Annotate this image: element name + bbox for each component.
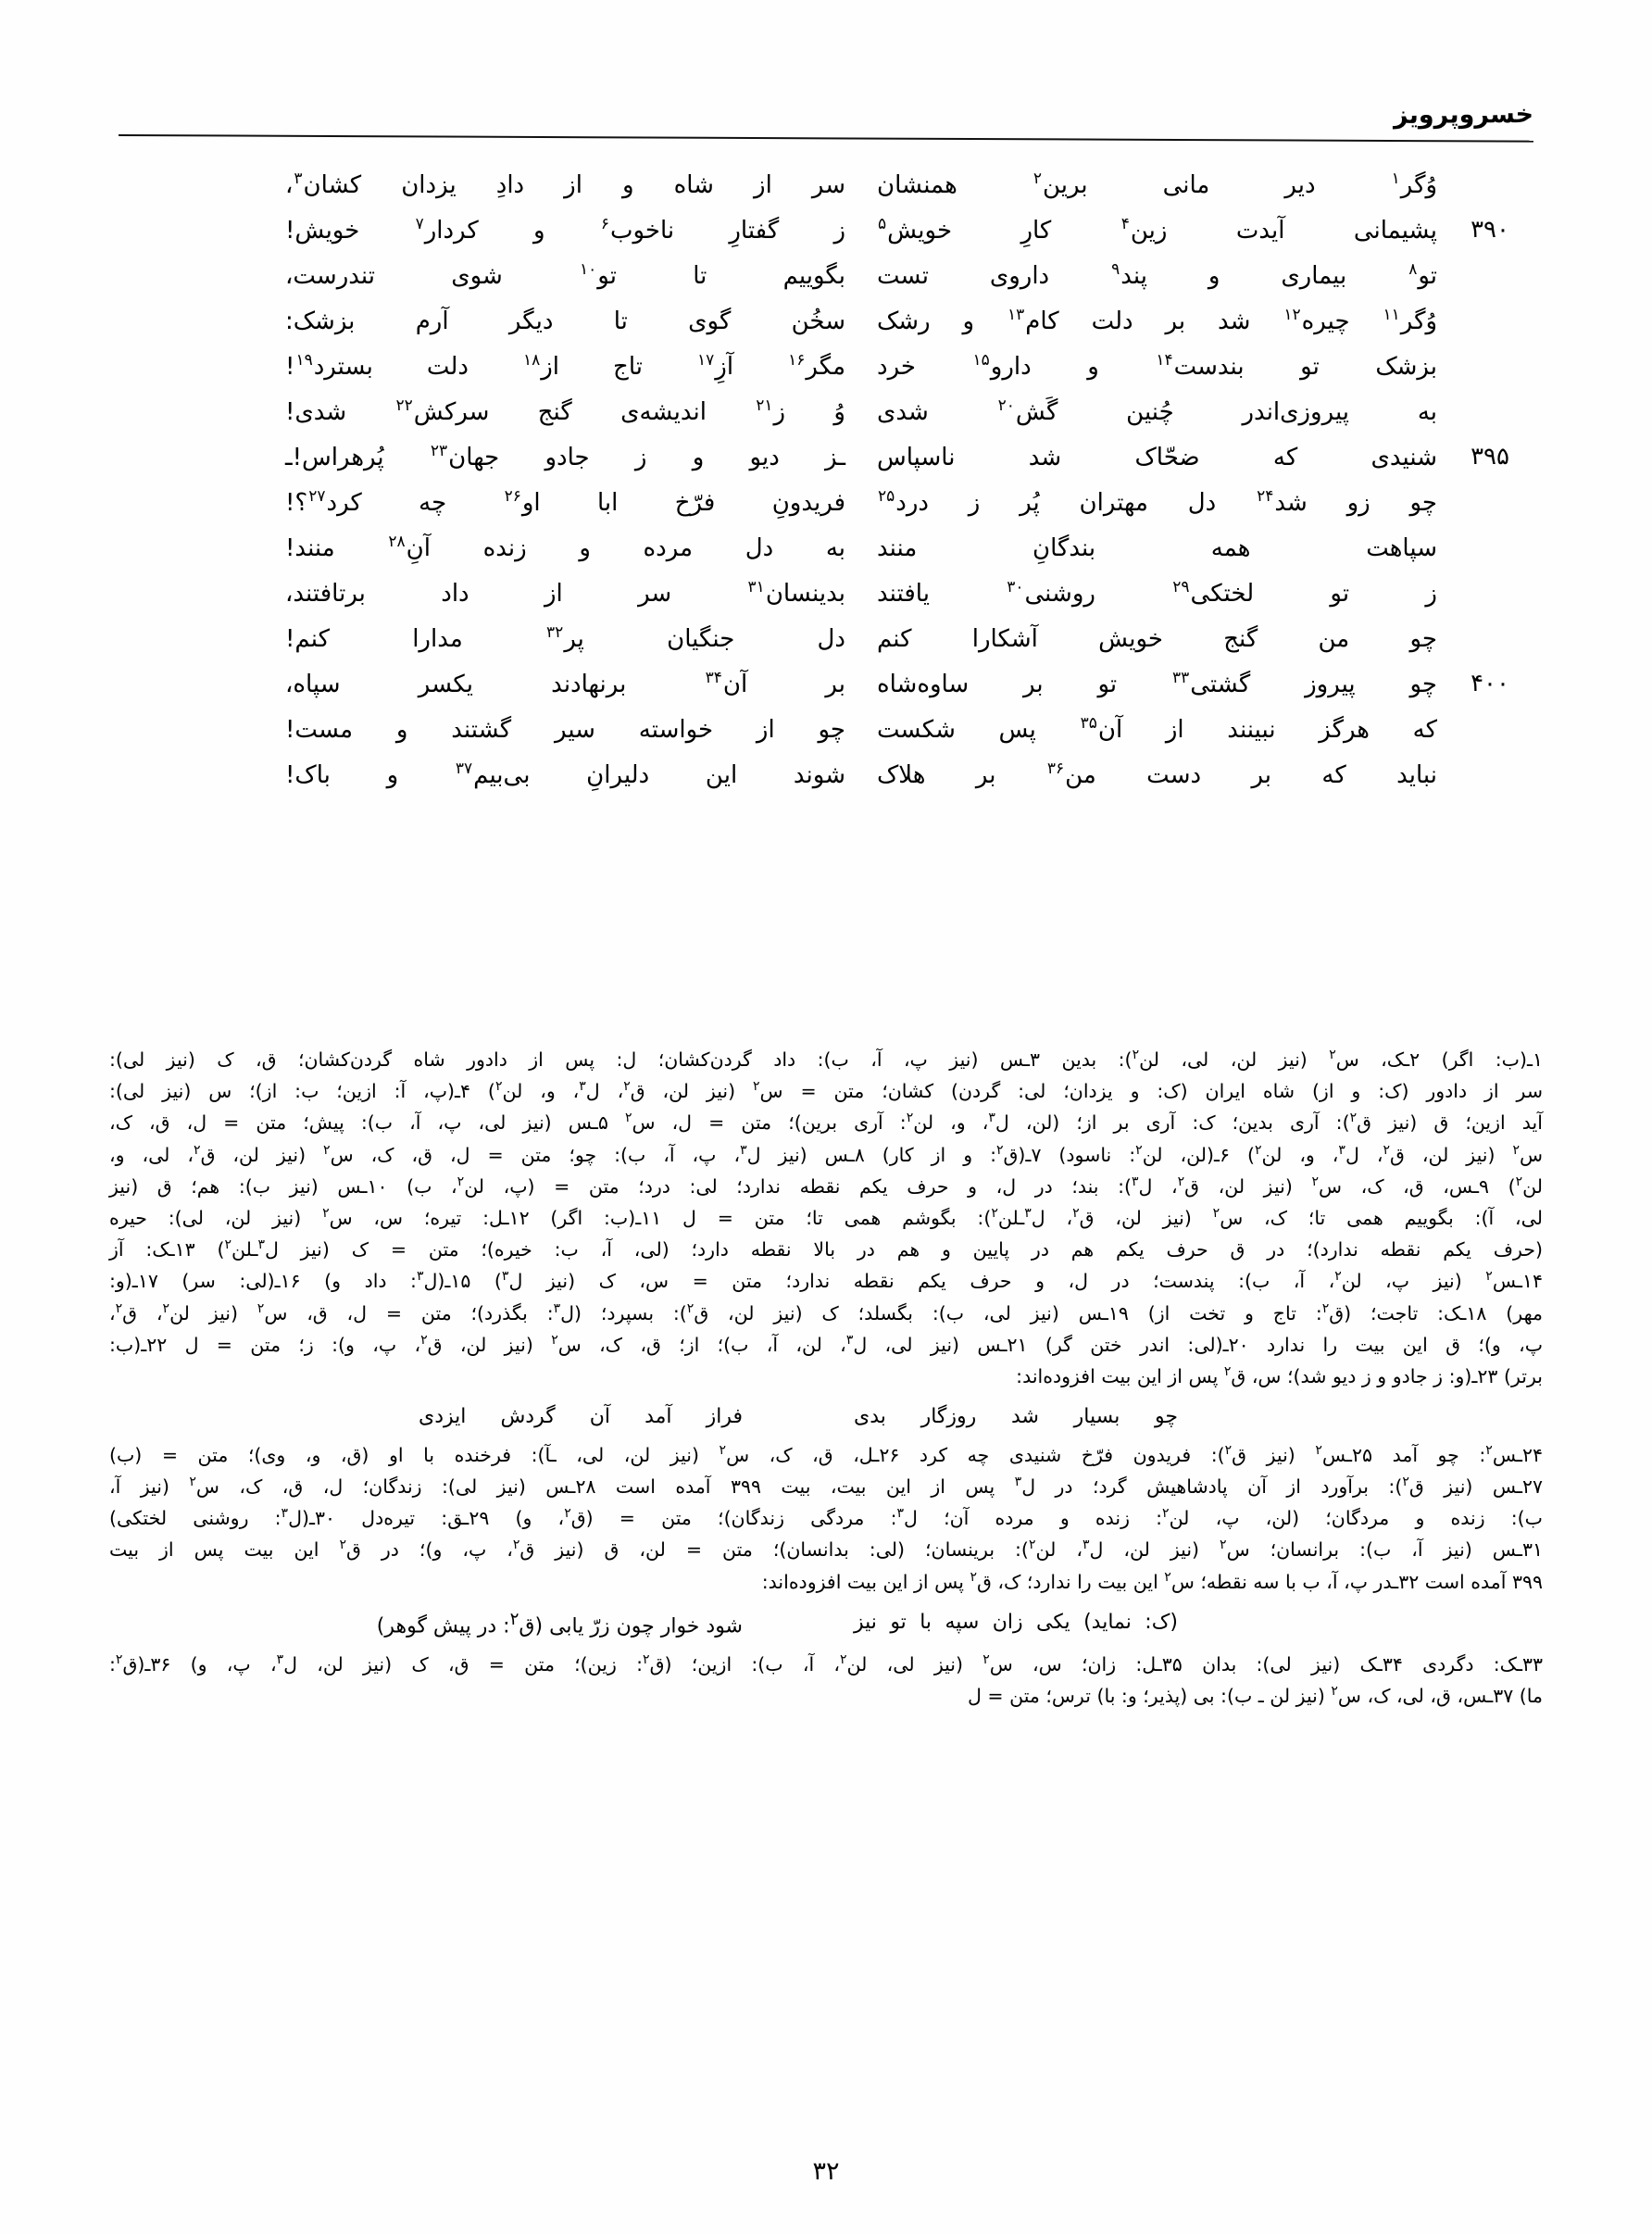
hemistich-left: ـز دیو و ز جادو جهان$^{۲۳}$ پُرهراس!ـ [285, 442, 846, 471]
hemistich-right: نباید که بر دست من$^{۳۶}$ بر هلاک [877, 759, 1437, 789]
verse-row [139, 528, 1513, 569]
hemistich-right: چو پیروز گشتی$^{۳۳}$ تو بر ساوه‌شاه [877, 669, 1437, 698]
verse-number: ۴۰۰ [1471, 670, 1509, 697]
critical-apparatus [109, 1045, 1543, 1713]
verse-number [1437, 528, 1513, 533]
verse-number [1437, 256, 1513, 261]
verse-row [139, 346, 1513, 387]
apparatus-line: سر از دادور (ک: و از) شاه ایران (ک: و یزدان؛ لی: گردن) کشان؛ متن = س$^۲$ (نیز لن، ق$^۲$، ل$^۳$، و، لن$^۲$) ۴ـ(پ، آ: ازین؛ ب: از)؛ س (نیز لی): [109, 1079, 1544, 1103]
apparatus-line: ۱۴ـس$^۲$ (نیز پ، لن$^۲$، آ، ب): پندست؛ در ل، و حرف یکم نقطه ندارد؛ متن = س، ک (نیز ل$^۳$) ۱۵ـ(ل$^۳$: داد و) ۱۶ـ(لی: سر) ۱۷ـ(و: [109, 1269, 1543, 1293]
apparatus-inserted-couplet [109, 1400, 1543, 1434]
hemistich-right: چو زو شد$^{۲۴}$ دل مهتران پُر ز درد$^{۲۵}$ [878, 487, 1437, 517]
header-rule [119, 134, 1533, 143]
apparatus-line: ۳۳ـک: دگردی ۳۴ـک (نیز لی): بدان ۳۵ـل: زان؛ س، س$^۲$ (نیز لی، لن$^۲$، آ، ب): ازین؛ (ق$^۲$: زین)؛ متن = ق، ک (نیز لن، ل$^۳$، پ، و) ۳۶ـ(ق$^۲$: [109, 1652, 1543, 1676]
verse-row [139, 755, 1513, 796]
hemistich-left: مگر$^{۱۶}$ آزِ$^{۱۷}$ تاج از$^{۱۸}$ دلت بسترد$^{۱۹}$! [285, 351, 846, 381]
hemistich-left: چو از خواسته سیر گشتند و مست! [285, 716, 845, 744]
verse-number: ۳۹۰ [1471, 216, 1509, 244]
apparatus-line: س$^۲$ (نیز لن، ق$^۲$، ل$^۳$، و، لن$^۲$) ۶ـ(لن، لن$^۲$: ناسود) ۷ـ(ق$^۲$: و از کار) ۸ـس (نیز ل$^۳$، پ، آ، ب): چو؛ متن = ل، ق، ک، س$^۲$ (نیز لن، ق$^۲$، لی، و، [109, 1142, 1544, 1166]
verse-row [139, 437, 1513, 478]
verse-block [139, 165, 1513, 800]
apparatus-line: ۱ـ(ب: اگر) ۲ـک، س$^۲$ (نیز لن، لی، لن$^۲$): بدین ۳ـس (نیز پ، آ، ب): داد گردن‌کشان؛ ل: پس از دادور شاه گردن‌کشان؛ ق، ک (نیز لی): [109, 1048, 1544, 1071]
hemistich-left: بر آن$^{۳۴}$ برنهادند یکسر سپاه، [285, 669, 845, 698]
hemistich-right: پشیمانی آیدت زین$^۴$ کارِ خویش$^۵$ [878, 215, 1437, 245]
apparatus-line: پ، و)؛ ق این بیت را ندارد ۲۰ـ(لی: اندر ختن گر) ۲۱ـس (نیز لی، ل$^۳$، لن، آ، ب)؛ از؛ ق، ک، س$^۲$ (نیز لن، ق$^۲$، پ، و): ز؛ متن = ل ۲۲ـ(ب: [109, 1333, 1543, 1356]
verse-number [1437, 392, 1513, 397]
hemistich-left: دل جنگیان پر$^{۳۲}$ مدارا کنم! [285, 623, 846, 653]
apparatus-line: ۲۴ـس$^۲$: چو آمد ۲۵ـس$^۲$ (نیز ق$^۲$): فریدون فرّخ شنیدی چه کرد ۲۶ـل، ق، ک، س$^۲$ (نیز لن، لی، ـآ): فرخنده با او (ق، و، وی)؛ متن = (ب) [109, 1443, 1543, 1466]
hemistich-right: چو من گنج خویش آشکارا کنم [877, 625, 1437, 653]
verse-number [1437, 346, 1513, 352]
verse-row [139, 165, 1513, 206]
apparatus-line: لی، آ): بگوییم همی تا؛ ک، س$^۲$ (نیز لن، ق$^۲$، ل$^۳$ـلن$^۲$): بگوشم همی تا؛ متن = ل ۱۱ـ(ب: اگر) ۱۲ـل: تیره؛ س، س$^۲$ (نیز لن، لی): حیره [109, 1206, 1543, 1230]
verse-row [139, 573, 1513, 614]
hemistich-left: بدینسان$^{۳۱}$ سر از داد برتافتند، [285, 578, 845, 608]
hemistich-left: سر از شاه و از دادِ یزدان کشان$^۳$، [285, 169, 845, 199]
apparatus-line: ۲۷ـس (نیز ق$^۲$): برآورد از آن پادشاهیش گرد؛ در ل$^۳$ پس از این بیت، بیت ۳۹۹ آمده است ۲۸ـس (نیز لی): زندگان؛ ل، ق، ک، س$^۲$ (نیز آ، [109, 1475, 1544, 1499]
verse-number: ۳۹۵ [1471, 443, 1509, 471]
verse-number [1437, 573, 1513, 579]
hemistich-left: سخُن گوی تا دیگر آرم بزشک: [285, 307, 845, 335]
inserted-hemistich-right: چو بسیار شد روزگار بدی [854, 1405, 1178, 1429]
verse-row [139, 210, 1513, 251]
running-head [119, 100, 1533, 146]
verse-number [1437, 709, 1513, 715]
inserted-hemistich-left: شود خوار چون زرّ یابی (ق$^۲$: در پیش گوهر) [376, 1609, 743, 1638]
hemistich-right: که هرگز نبینند از آن$^{۳۵}$ پس شکست [877, 714, 1437, 744]
hemistich-left: به دل مرده و زنده آنِ$^{۲۸}$ منند! [285, 533, 846, 562]
hemistich-right: به پیروزی‌اندر چُنین گَش$^{۲۰}$ شدی [877, 396, 1437, 426]
verse-row [139, 664, 1513, 705]
hemistich-left: ز گفتارِ ناخوب$^۶$ و کردار$^۷$ خویش! [285, 215, 846, 245]
hemistich-right: بزشک تو بندست$^{۱۴}$ و دارو$^{۱۵}$ خرد [877, 351, 1437, 381]
hemistich-left: فریدونِ فرّخ ابا او$^{۲۶}$ چه کرد$^{۲۷}$؟! [285, 487, 846, 517]
verse-number [1437, 301, 1513, 307]
hemistich-right: وُگر$^{۱۱}$ چیره$^{۱۲}$ شد بر دلت کام$^{۱۳}$ و رشک [877, 306, 1437, 335]
hemistich-right: ز تو لختکی$^{۲۹}$ روشنی$^{۳۰}$ یافتند [877, 578, 1437, 608]
verse-number [1437, 755, 1513, 760]
verse-number [1437, 483, 1513, 488]
apparatus-line: برتر) ۲۳ـ(و: ز جادو و ز دیو شد)؛ س، ق$^۲$ پس از این بیت افزوده‌اند: [1016, 1364, 1543, 1388]
apparatus-inserted-couplet [109, 1606, 1543, 1643]
apparatus-line: مهر) ۱۸ـک: تاجت؛ (ق$^۲$: تاج و تخت از) ۱۹ـس (نیز لی، ب): بگسلد؛ ک (نیز لن، ق$^۲$): بسپرد؛ (ل$^۳$: بگذرد)؛ متن = ل، ق، س$^۲$ (نیز لن$^۲$، ق$^۲$، [109, 1300, 1544, 1324]
apparatus-line: ب): زنده و مردگان؛ (لن، پ، لن$^۲$: زنده و مرده آن؛ ل$^۳$: مردگی زندگان)؛ متن = (ق$^۲$، و) ۲۹ـق: تیره‌دل ۳۰ـ(ل$^۳$: روشنی لختکی) [109, 1506, 1543, 1530]
hemistich-left: بگوییم تا تو$^{۱۰}$ شوی تندرست، [285, 260, 845, 290]
verse-row [139, 301, 1513, 342]
apparatus-line: ۳۱ـس (نیز آ، ب): برانسان؛ س$^۲$ (نیز لن، ل$^۳$، لن$^۲$): برینسان؛ (لی: بدانسان)؛ متن = لن، ق (نیز ق$^۲$، پ، و)؛ در ق$^۲$ این بیت پس از بیت [109, 1537, 1543, 1562]
verse-row [139, 483, 1513, 523]
verse-row [139, 619, 1513, 659]
apparatus-line: (حرف یکم نقطه ندارد)؛ در ق حرف یکم هم در پایین و هم در بالا نقطه دارد؛ (لی، آ، ب: خیره)؛ متن = ک (نیز ل$^۳$ـلن$^۲$) ۱۳ـک: آز [109, 1237, 1544, 1261]
apparatus-line: آید ازین؛ ق (نیز ق$^۲$): آری بدین؛ ک: آری بر از؛ (لن، ل$^۳$، و، لن$^۲$: آری برین)؛ متن = ل، س$^۲$ ۵ـس (نیز لی، پ، آ، ب): پیش؛ متن = ل، ق، ک، [109, 1111, 1543, 1135]
apparatus-line: لن$^۲$) ۹ـس، ق، ک، س$^۲$ (نیز لن، ق$^۲$، ل$^۳$): بند؛ در ل، و حرف یکم نقطه ندارد؛ لی: درد؛ متن = (پ، لن$^۲$، ب) ۱۰ـس (نیز ب): هم؛ ق (نیز [109, 1173, 1543, 1198]
verse-row [139, 709, 1513, 750]
running-head-title: خسروپرویز [1393, 100, 1533, 130]
verse-number [1437, 165, 1513, 170]
hemistich-right: سپاهت همه بندگانِ منند [877, 534, 1437, 562]
inserted-hemistich-left: فراز آمد آن گردش ایزدی [419, 1405, 743, 1429]
verse-row [139, 392, 1513, 433]
hemistich-right: شنیدی که ضحّاک شد ناسپاس [877, 444, 1437, 471]
hemistich-right: وُگر$^۱$ دیر مانی برین$^۲$ همنشان [877, 169, 1437, 199]
verse-row [139, 256, 1513, 296]
apparatus-line: ۳۹۹ آمده است ۳۲ـدر پ، آ، ب با سه نقطه؛ س$^۲$ این بیت را ندارد؛ ک، ق$^۲$ پس از این بیت افزوده‌اند: [761, 1569, 1543, 1593]
inserted-hemistich-right: (ک: نماید) یکی زان سپه با تو نیز [854, 1610, 1178, 1634]
verse-number [1437, 619, 1513, 624]
hemistich-left: وُ ز$^{۲۱}$ اندیشه‌ی گنج سرکش$^{۲۲}$ شدی! [285, 396, 845, 426]
hemistich-right: تو$^۸$ بیماری و پند$^۹$ داروی تست [877, 260, 1437, 290]
apparatus-line: ما) ۳۷ـس، ق، لی، ک، س$^۲$ (نیز لن ـ ب): بی (پذیر؛ و: با) ترس؛ متن = ل [967, 1684, 1543, 1708]
page-number: ۳۲ [812, 2157, 840, 2186]
hemistich-left: شوند این دلیرانِ بی‌بیم$^{۳۷}$ و باک! [285, 759, 845, 789]
